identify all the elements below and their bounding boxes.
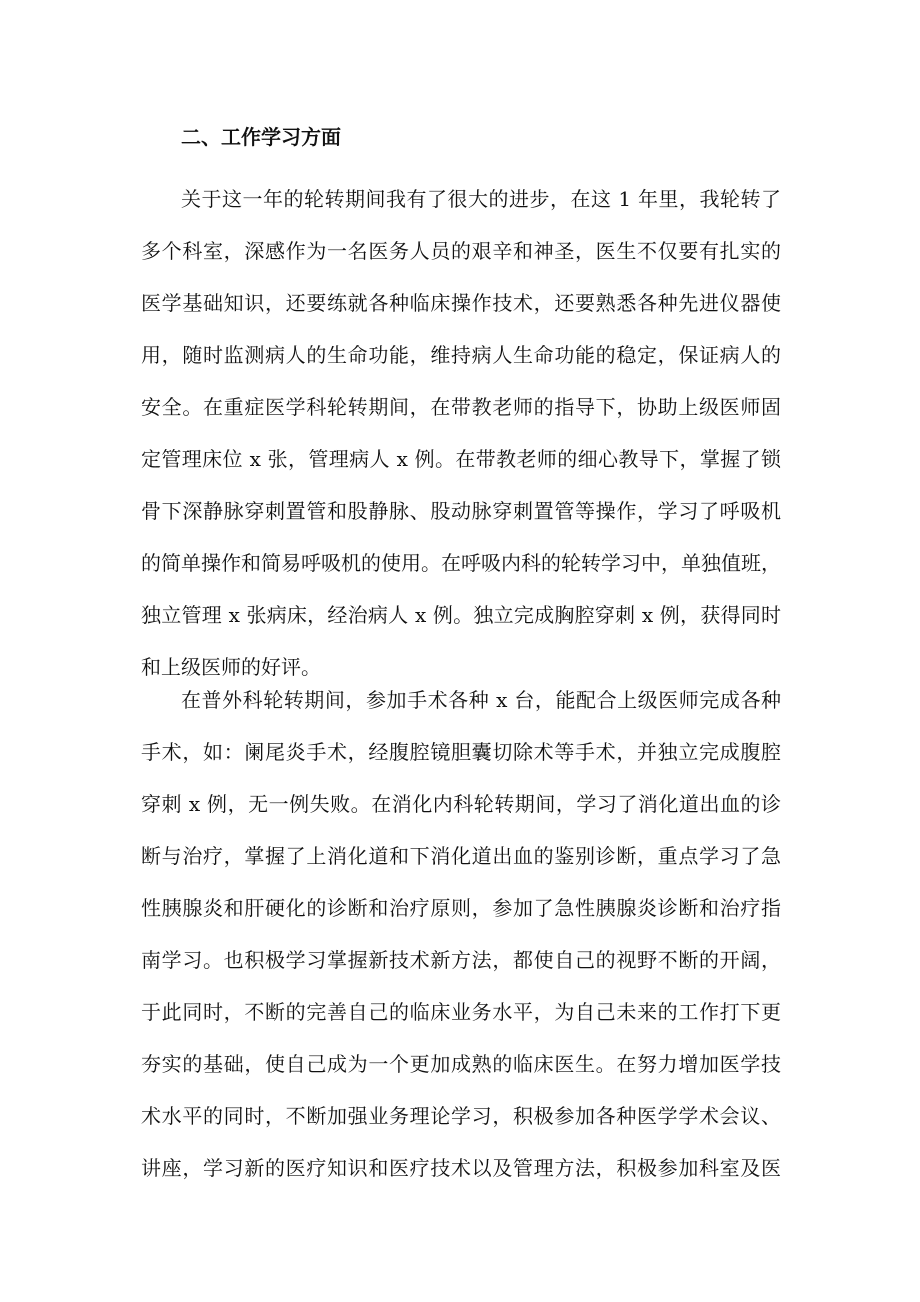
paragraph-line: 于此同时，不断的完善自己的临床业务水平，为自己未来的工作打下更 <box>141 1000 781 1024</box>
paragraph-line: 在普外科轮转期间，参加手术各种 x 台，能配合上级医师完成各种 <box>181 688 781 712</box>
paragraph-line: 讲座，学习新的医疗知识和医疗技术以及管理方法，积极参加科室及医 <box>141 1156 781 1180</box>
paragraph-rotation-progress <box>141 173 781 693</box>
paragraph-surgery-rotation <box>141 674 781 1194</box>
paragraph-line: 断与治疗，掌握了上消化道和下消化道出血的鉴别诊断，重点学习了急 <box>141 844 781 868</box>
paragraph-line: 多个科室，深感作为一名医务人员的艰辛和神圣，医生不仅要有扎实的 <box>141 239 781 263</box>
paragraph-line: 用，随时监测病人的生命功能，维持病人生命功能的稳定，保证病人的 <box>141 343 781 367</box>
paragraph-line: 安全。在重症医学科轮转期间，在带教老师的指导下，协助上级医师固 <box>141 395 781 419</box>
paragraph-line: 医学基础知识，还要练就各种临床操作技术，还要熟悉各种先进仪器使 <box>141 291 781 315</box>
paragraph-line: 穿刺 x 例，无一例失败。在消化内科轮转期间，学习了消化道出血的诊 <box>141 792 781 816</box>
paragraph-line: 骨下深静脉穿刺置管和股静脉、股动脉穿刺置管等操作，学习了呼吸机 <box>141 499 781 523</box>
paragraph-line: 手术，如：阑尾炎手术，经腹腔镜胆囊切除术等手术，并独立完成腹腔 <box>141 740 781 764</box>
section-heading: 二、工作学习方面 <box>181 125 341 149</box>
paragraph-line: 性胰腺炎和肝硬化的诊断和治疗原则，参加了急性胰腺炎诊断和治疗指 <box>141 896 781 920</box>
paragraph-line: 夯实的基础，使自己成为一个更加成熟的临床医生。在努力增加医学技 <box>141 1052 781 1076</box>
paragraph-line: 和上级医师的好评。 <box>141 655 321 679</box>
paragraph-line: 的简单操作和简易呼吸机的使用。在呼吸内科的轮转学习中，单独值班， <box>141 551 781 575</box>
paragraph-line: 南学习。也积极学习掌握新技术新方法，都使自己的视野不断的开阔， <box>141 948 781 972</box>
paragraph-line: 关于这一年的轮转期间我有了很大的进步，在这 1 年里，我轮转了 <box>181 187 781 211</box>
paragraph-line: 独立管理 x 张病床，经治病人 x 例。独立完成胸腔穿刺 x 例，获得同时 <box>141 603 781 627</box>
paragraph-line: 定管理床位 x 张，管理病人 x 例。在带教老师的细心教导下，掌握了锁 <box>141 447 781 471</box>
paragraph-line: 术水平的同时，不断加强业务理论学习，积极参加各种医学学术会议、 <box>141 1104 781 1128</box>
